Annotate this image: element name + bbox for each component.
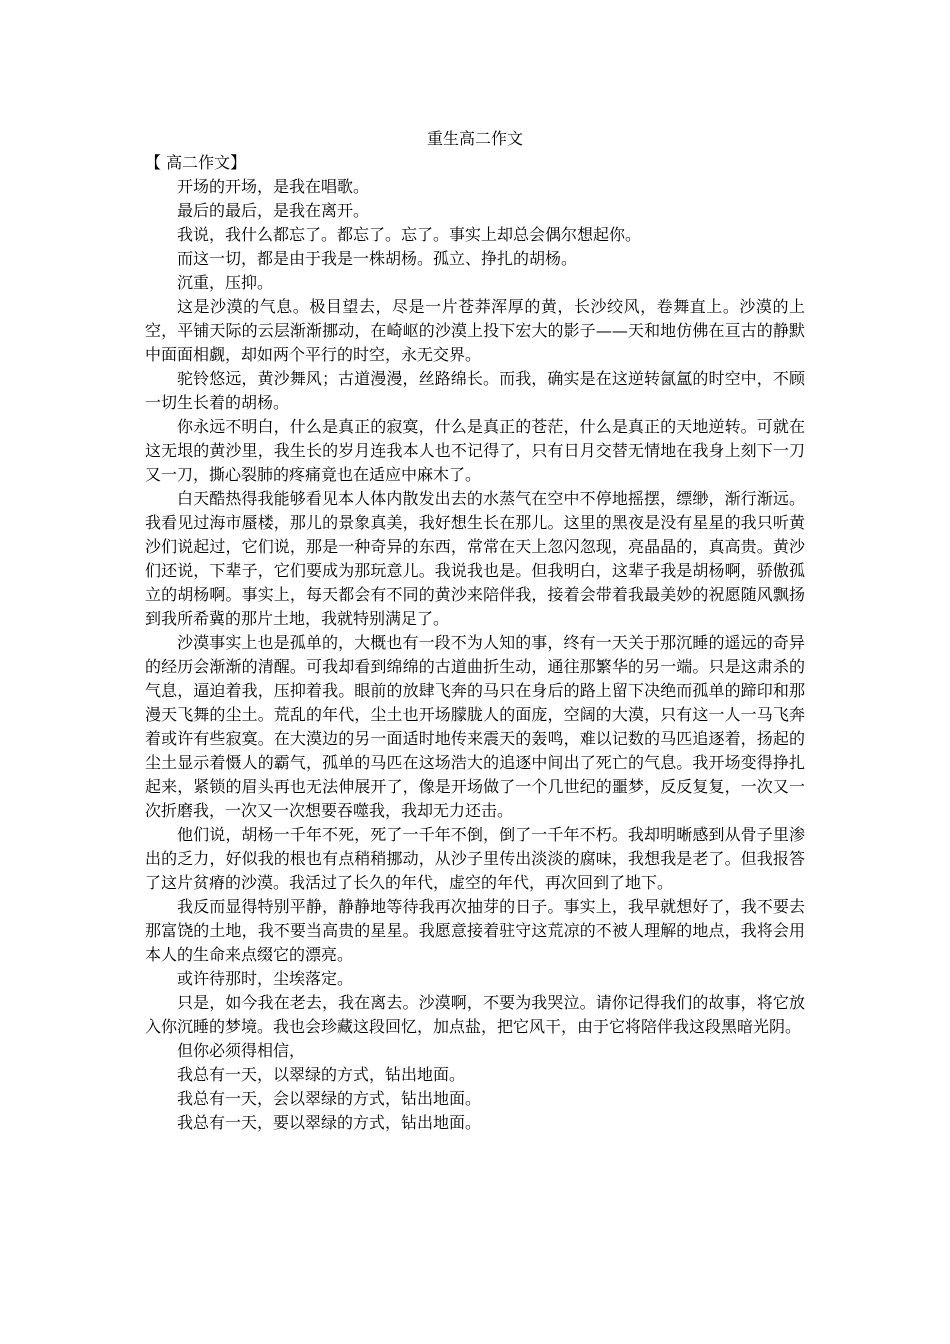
paragraph: 而这一切，都是由于我是一株胡杨。孤立、挣扎的胡杨。: [177, 249, 578, 268]
paragraph: 沙漠事实上也是孤单的，大概也有一段不为人知的事，终有一天关于那沉睡的遥远的奇异的经历会渐渐的清醒。可我却看到绵绵的古道曲折生动，通往那繁华的另一端。只是这肃杀的气息，逼迫着我，压抑着我。眼前的放肆飞奔的马只在身后的路上留下决绝而孤单的蹄印和那漫天飞舞的尘土。荒乱的年代，尘土也开场朦胧人的面庞，空阔的大漠，只有这一人一马飞奔着或许有些寂寞。在大漠边的另一面适时地传来震天的轰鸣，难以记数的马匹追逐着，扬起的尘土显示着慑人的霸气，孤单的马匹在这场浩大的追逐中间出了死亡的气息。我开场变得挣扎起来，紧锁的眉头再也无法伸展开了，像是开场做了一个几世纪的噩梦，反反复复，一次又一次折磨我，一次又一次想要吞噬我，我却无力还击。: [145, 633, 805, 820]
paragraph-list: [145, 175, 805, 1135]
category-label: 【 高二作文】: [145, 153, 247, 172]
paragraph: 我总有一天，以翠绿的方式，钻出地面。: [177, 1065, 466, 1084]
paragraph: 白天酷热得我能够看见本人体内散发出去的水蒸气在空中不停地摇摆，缥缈，渐行渐远。我看见过海市蜃楼，那儿的景象真美，我好想生长在那儿。这里的黑夜是没有星星的我只听黄沙们说起过，它们说，那是一种奇异的东西，常常在天上忽闪忽现，亮晶晶的，真高贵。黄沙们还说，下辈子，它们要成为那玩意儿。我说我也是。但我明白，这辈子我是胡杨啊，骄傲孤立的胡杨啊。事实上，每天都会有不同的黄沙来陪伴我，接着会带着我最美妙的祝愿随风飘扬到我所希冀的那片土地，我就特别满足了。: [145, 489, 805, 628]
paragraph: 他们说，胡杨一千年不死，死了一千年不倒，倒了一千年不朽。我却明晰感到从骨子里渗出的乏力，好似我的根也有点稍稍挪动，从沙子里传出淡淡的腐味，我想我是老了。但我报答了这片贫瘠的沙漠。我活过了长久的年代，虚空的年代，再次回到了地下。: [145, 825, 805, 892]
document-body: [145, 151, 805, 1135]
paragraph: 你永远不明白，什么是真正的寂寞，什么是真正的苍茫，什么是真正的天地逆转。可就在这无垠的黄沙里，我生长的岁月连我本人也不记得了，只有日月交替无情地在我身上刻下一刀又一刀，撕心裂肺的疼痛竟也在适应中麻木了。: [145, 417, 805, 484]
paragraph: 最后的最后，是我在离开。: [177, 201, 370, 220]
paragraph: 只是，如今我在老去，我在离去。沙漠啊，不要为我哭泣。请你记得我们的故事，将它放入你沉睡的梦境。我也会珍藏这段回忆，加点盐，把它风干，由于它将陪伴我这段黑暗光阴。: [145, 993, 805, 1036]
paragraph: 沉重，压抑。: [177, 273, 274, 292]
paragraph: 但你必须得相信，: [177, 1041, 306, 1060]
paragraph: 我说，我什么都忘了。都忘了。忘了。事实上却总会偶尔想起你。: [177, 225, 642, 244]
paragraph: 我总有一天，会以翠绿的方式，钻出地面。: [177, 1089, 482, 1108]
paragraph: 驼铃悠远，黄沙舞风；古道漫漫，丝路绵长。而我，确实是在这逆转氤氲的时空中，不顾一切生长着的胡杨。: [145, 369, 805, 412]
paragraph: 我总有一天，要以翠绿的方式，钻出地面。: [177, 1113, 482, 1132]
paragraph: 我反而显得特别平静，静静地等待我再次抽芽的日子。事实上，我早就想好了，我不要去那富饶的土地，我不要当高贵的星星。我愿意接着驻守这荒凉的不被人理解的地点，我将会用本人的生命来点缀它的漂亮。: [145, 897, 805, 964]
paragraph: 或许待那时，尘埃落定。: [177, 969, 354, 988]
paragraph: 这是沙漠的气息。极目望去，尽是一片苍莽浑厚的黄，长沙绞风，卷舞直上。沙漠的上空，平铺天际的云层渐渐挪动，在崎岖的沙漠上投下宏大的影子——天和地仿佛在亘古的静默中面面相觑，却如两个平行的时空，永无交界。: [145, 297, 805, 364]
document-title: 重生高二作文: [426, 129, 523, 148]
paragraph: 开场的开场，是我在唱歌。: [177, 177, 370, 196]
